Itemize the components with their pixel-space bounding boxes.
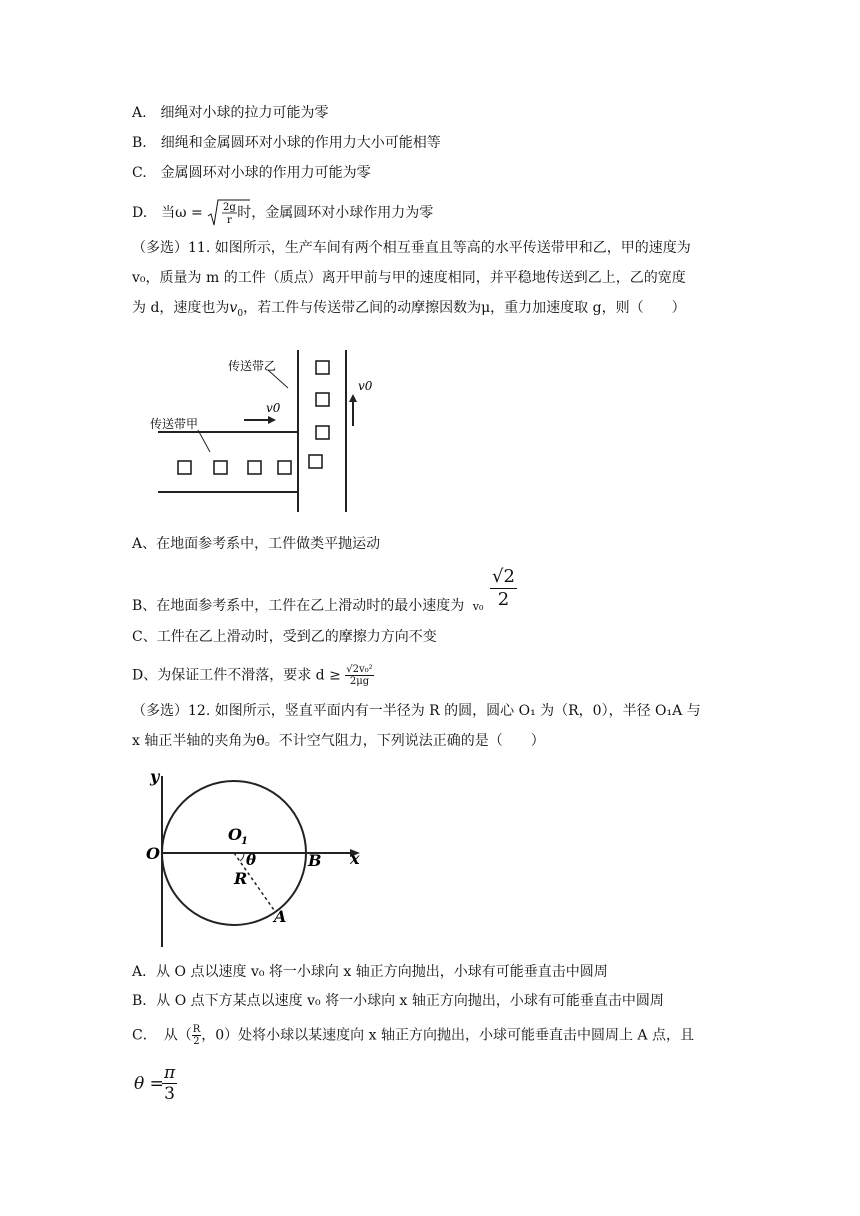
q11-option-d-prefix: D、为保证工件不滑落，要求 d ≥ <box>132 667 341 684</box>
q11-stem3-prefix: 为 d，速度也为 <box>132 300 230 316</box>
q11-b-denominator: 2 <box>497 589 510 610</box>
q11-option-b-suffix: v₀ <box>472 600 484 613</box>
q11-b-numerator: √2 <box>492 566 515 587</box>
q11-stem-line1: （多选）11. 如图所示，生产车间有两个相互垂直且等高的水平传送带甲和乙，甲的速度为 <box>132 240 691 256</box>
point-a-label: A <box>274 907 287 926</box>
q12-c-denominator: 2 <box>193 1036 200 1047</box>
belt-jia-label: 传送带甲 <box>150 417 199 431</box>
radius-label: R <box>234 869 248 888</box>
q11-option-b-prefix: B、在地面参考系中，工件在乙上滑动时的最小速度为 <box>132 598 465 614</box>
q12-option-c-fraction <box>192 1024 202 1047</box>
circle-figure <box>140 762 380 957</box>
q12-option-c-prefix: C． 从（ <box>132 1027 192 1044</box>
origin-label: O <box>146 844 160 863</box>
belt-yi-label: 传送带乙 <box>228 359 277 373</box>
theta-fraction <box>162 1063 177 1104</box>
q12-stem-line2: x 轴正半轴的夹角为θ。不计空气阻力，下列说法正确的是（ ） <box>132 733 545 749</box>
q11-v-subscript: 0 <box>237 308 244 319</box>
belt-jia-speed-label: v0 <box>266 401 281 415</box>
q12-option-c <box>132 1024 694 1047</box>
q12-c-numerator: R <box>192 1024 201 1035</box>
q10-option-a: A. 细绳对小球的拉力可能为零 <box>132 105 329 121</box>
theta-label: θ <box>246 851 257 869</box>
conveyor-figure <box>150 340 390 520</box>
q11-d-numerator: √2v₀² <box>346 664 373 675</box>
y-axis-label: y <box>150 767 160 786</box>
q11-option-a: A、在地面参考系中，工件做类平抛运动 <box>132 536 381 552</box>
belt-yi-speed-label: v0 <box>358 379 373 393</box>
theta-numerator: π <box>164 1063 176 1083</box>
q12-stem-line1: （多选）12. 如图所示，竖直平面内有一半径为 R 的圆，圆心 O₁ 为（R，0），半径 O₁A 与 <box>132 703 701 719</box>
q11-option-c: C、工件在乙上滑动时，受到乙的摩擦力方向不变 <box>132 629 437 645</box>
q11-stem-line3 <box>132 298 686 324</box>
q11-stem-line2: v₀，质量为 m 的工件（质点）离开甲前与甲的速度相同，并平稳地传送到乙上，乙的宽度 <box>132 270 686 286</box>
center-o1-subscript: 1 <box>241 836 248 847</box>
q11-d-denominator: 2μg <box>349 676 370 687</box>
q11-option-b-fraction <box>490 566 517 611</box>
q11-v-symbol: v <box>229 300 238 316</box>
q11-option-d-fraction <box>345 664 373 687</box>
q10-d-denominator: r <box>227 215 233 226</box>
q10-option-d <box>132 198 433 228</box>
center-o1-label: O <box>228 825 242 844</box>
point-b-label: B <box>308 851 322 870</box>
q11-stem3-suffix: ，若工件与传送带乙间的动摩擦因数为μ，重力加速度取 g，则（ ） <box>243 300 686 316</box>
q10-d-numerator: 2g <box>223 202 236 213</box>
theta-denominator: 3 <box>164 1084 175 1104</box>
x-axis-label: x <box>350 849 360 868</box>
q12-option-a: A．从 O 点以速度 v₀ 将一小球向 x 轴正方向抛出，小球有可能垂直击中圆周 <box>132 964 608 980</box>
q10-option-d-suffix: 时，金属圆环对小球作用力为零 <box>237 205 434 221</box>
q12-option-c-suffix: ，0）处将小球以某速度向 x 轴正方向抛出，小球可能垂直击中圆周上 A 点，且 <box>201 1027 694 1044</box>
q11-option-d <box>132 664 374 687</box>
q10-option-b: B. 细绳和金属圆环对小球的作用力大小可能相等 <box>132 135 441 151</box>
q12-option-b: B．从 O 点下方某点以速度 v₀ 将一小球向 x 轴正方向抛出，小球有可能垂直击中圆周 <box>132 993 664 1009</box>
q10-option-c: C. 金属圆环对小球的作用力可能为零 <box>132 165 371 181</box>
q10-option-d-prefix: D. 当ω = <box>132 205 203 221</box>
theta-lhs: θ = <box>134 1074 164 1094</box>
q11-option-b <box>132 596 483 617</box>
